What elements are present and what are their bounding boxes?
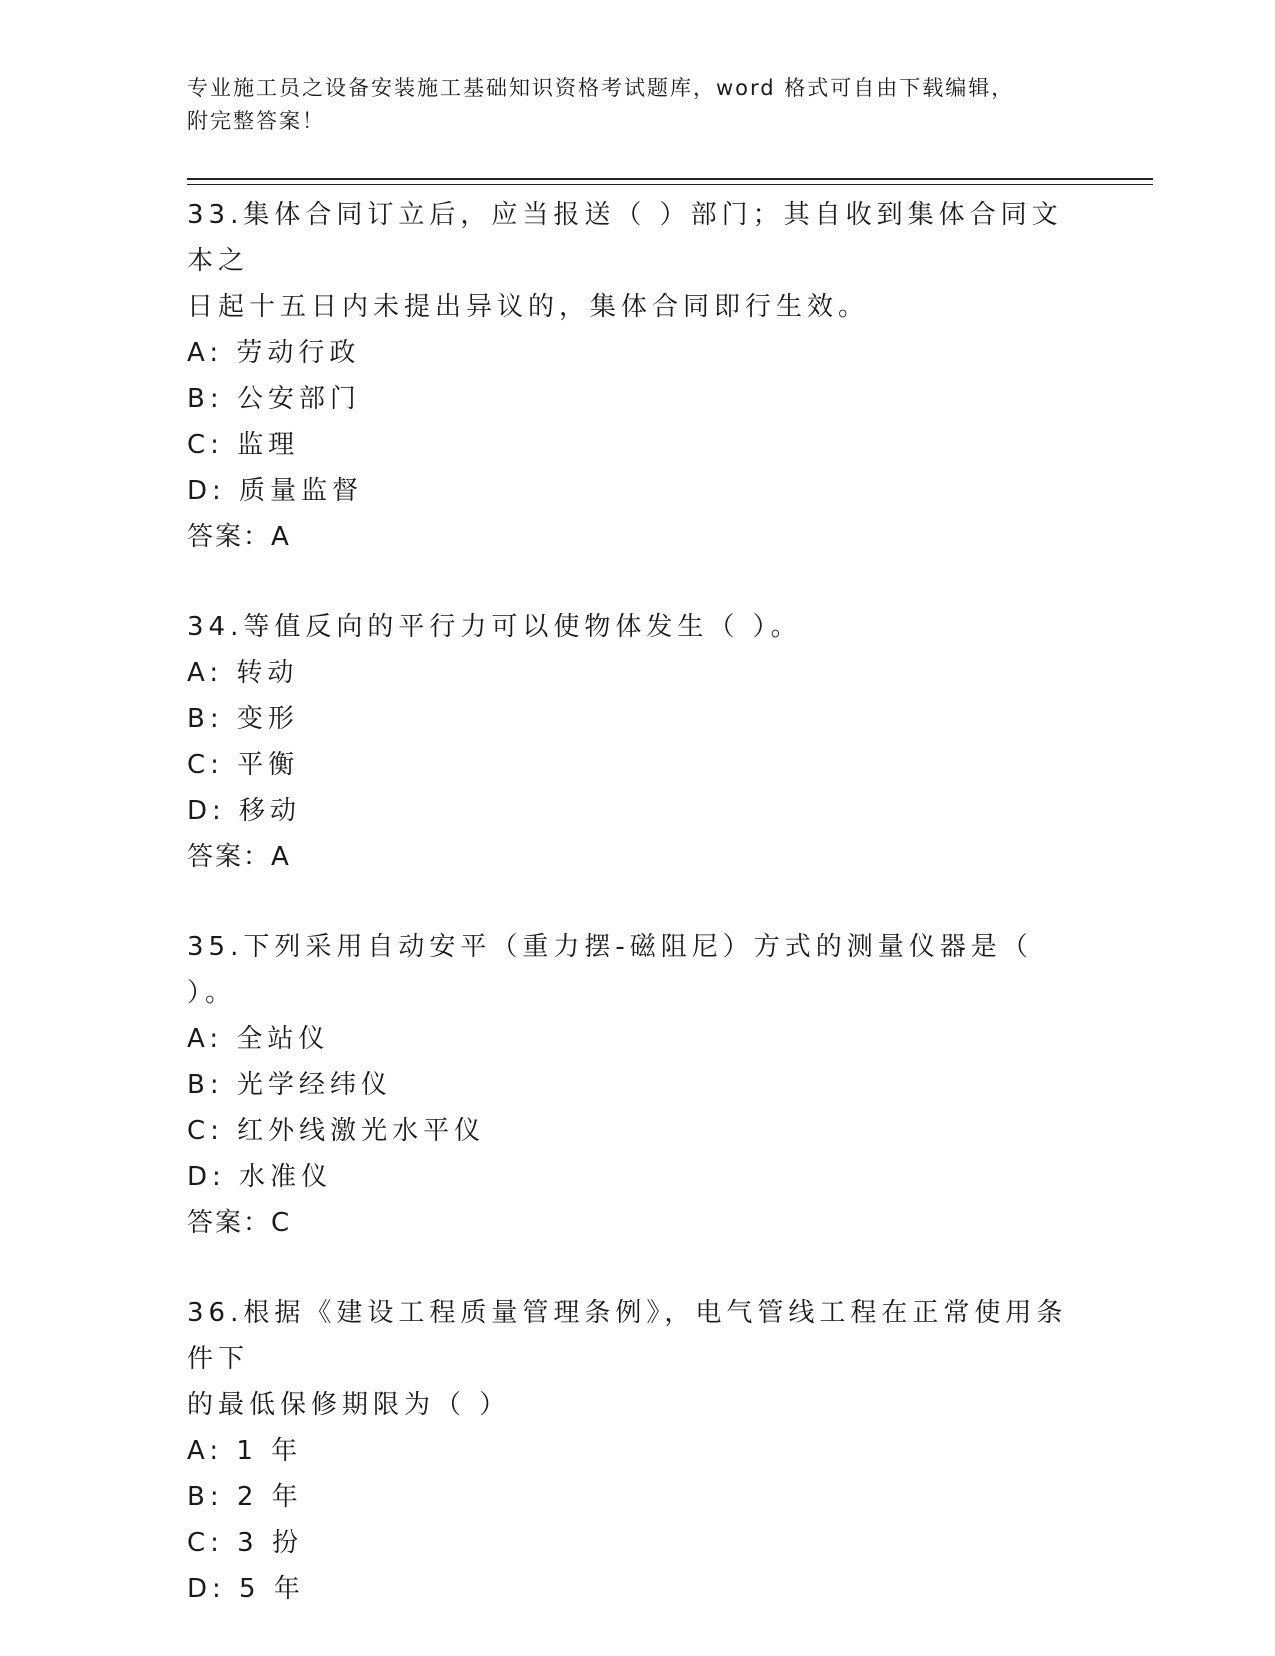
answer-line [187, 834, 1087, 880]
question-stem: 36.根据《建设工程质量管理条例》，电气管线工程在正常使用条件下 [187, 1298, 1068, 1374]
answer-value: A [271, 842, 291, 872]
answer-label: 答案： [187, 842, 272, 872]
option-d: D: 5 年 [187, 1574, 305, 1604]
header-divider-thick [187, 178, 1153, 180]
option-a: A: 转动 [187, 658, 299, 688]
option-b: B: 光学经纬仪 [187, 1070, 392, 1100]
answer-label: 答案： [187, 1208, 272, 1238]
option-b: B: 公安部门 [187, 384, 361, 414]
option-d: D: 水准仪 [187, 1162, 333, 1192]
option-a: A: 全站仪 [187, 1024, 330, 1054]
question-list [187, 192, 1087, 1656]
answer-value: A [271, 522, 291, 552]
question-stem-continued: 的最低保修期限为（ ） [187, 1390, 511, 1420]
question-stem-continued: 日起十五日内未提出异议的，集体合同即行生效。 [187, 292, 870, 322]
answer-line [187, 1200, 1087, 1246]
option-a: A: 劳动行政 [187, 338, 361, 368]
option-c: C: 平衡 [187, 750, 300, 780]
option-c: C: 3 扮 [187, 1528, 303, 1558]
answer-value: C [271, 1208, 292, 1238]
option-b: B: 2 年 [187, 1482, 303, 1512]
answer-line [187, 514, 1087, 560]
question-35 [187, 924, 1087, 1246]
header-line-1: 专业施工员之设备安装施工基础知识资格考试题库，word 格式可自由下载编辑， [187, 76, 1015, 100]
question-33 [187, 192, 1087, 560]
question-stem: 35.下列采用自动安平（重力摆-磁阻尼）方式的测量仪器是（ ）。 [187, 932, 1033, 1008]
question-34 [187, 604, 1087, 880]
option-c: C: 红外线激光水平仪 [187, 1116, 486, 1146]
header-divider-thin [187, 184, 1153, 185]
option-c: C: 监理 [187, 430, 300, 460]
option-d: D: 移动 [187, 796, 302, 826]
question-stem: 33.集体合同订立后，应当报送（ ）部门；其自收到集体合同文本之 [187, 200, 1063, 276]
question-36 [187, 1290, 1087, 1612]
header-line-2: 附完整答案！ [187, 109, 325, 133]
option-b: B: 变形 [187, 704, 299, 734]
option-a: A: 1 年 [187, 1436, 303, 1466]
question-stem: 34.等值反向的平行力可以使物体发生（ ）。 [187, 612, 802, 642]
answer-label: 答案： [187, 522, 272, 552]
document-header [187, 72, 1087, 138]
option-d: D: 质量监督 [187, 476, 364, 506]
